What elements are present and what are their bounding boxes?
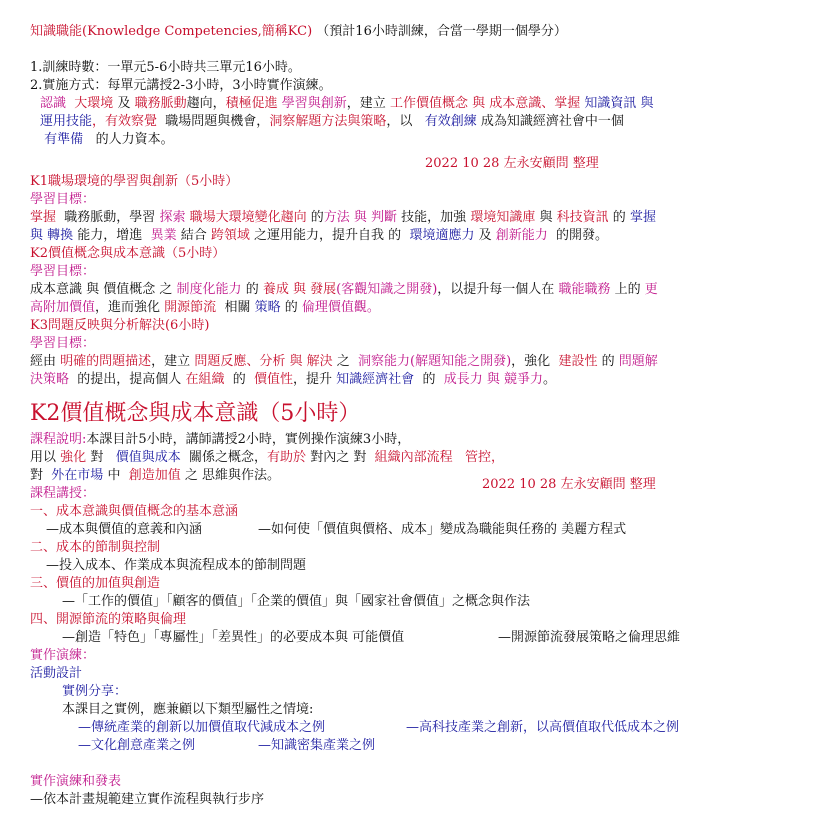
k1-goal-label: 學習目標： (30, 192, 96, 207)
intro-line-3: 有準備 的人力資本。 (44, 132, 174, 147)
section-1-heading: 一、成本意識與價值概念的基本意涵 (30, 504, 239, 519)
case-description: 本課目之實例，應兼顧以下類型屬性之情境: (62, 702, 314, 717)
doc-title: 知識職能(Knowledge Competencies,簡稱KC) (30, 24, 313, 39)
case-share-label: 實例分享： (62, 684, 128, 699)
section-3-heading: 三、價值的加值與創造 (30, 576, 161, 591)
k3-goal-line-1: 經由 明確的問題描述，建立 問題反應、分析 與 解決 之 洞察能力(解題知能之開發)，強化 建設性 的 問題解 (30, 354, 658, 369)
course-desc-line-2: 用以 強化 對 價值與成本 關係之概念，有助於 對內之 對 組織內部流程 管控， (30, 450, 505, 465)
k2-big-title: K2價值概念與成本意識（5小時） (30, 401, 361, 426)
section-3-item-a: —「工作的價值」「顧客的價值」「企業的價值」與「國家社會價值」之概念與作法 (62, 594, 531, 609)
lecture-label: 課程講授： (30, 486, 96, 501)
k1-goal-line-2: 與 轉換 能力，增進 異業 結合 跨領域 之運用能力，提升自我 的 環境適應力 及 創新能力 的開發。 (30, 228, 609, 243)
compiled-date-2: 2022 10 28 左永安顧問 整理 (482, 477, 656, 492)
k3-heading: K3問題反映與分析解決(6小時) (30, 318, 210, 333)
k3-goal-label: 學習目標： (30, 336, 96, 351)
k1-heading: K1職場環境的學習與創新（5小時） (30, 174, 239, 189)
section-4-item-b: —開源節流發展策略之倫理思維 (498, 630, 681, 645)
course-desc-line-1: 課程說明:本課目計5小時，講師講授2小時，實例操作演練3小時， (30, 432, 411, 447)
k2-goal-line-2: 高附加價值，進而強化 開源節流 相關 策略 的 倫理價值觀。 (30, 300, 380, 315)
case-item-cultural: —文化創意產業之例 (78, 738, 196, 753)
intro-line-1: 認識 大環境 及 職務脈動趨向，積極促進 學習與創新，建立 工作價值概念 與 成本意識、掌握 知識資訊 與 (40, 96, 654, 111)
case-item-traditional: —傳統產業的創新以加價值取代減成本之例 (78, 720, 326, 735)
doc-title-note: （預計16小時訓練，合當一學期一個學分） (316, 24, 567, 39)
k3-goal-line-2: 決策略 的提出，提高個人 在組織 的 價值性，提升 知識經濟社會 的 成長力 與 競爭力。 (30, 372, 557, 387)
training-hours: 1.訓練時數：一單元5-6小時共三單元16小時。 (30, 60, 301, 75)
final-practice-heading: 實作演練和發表 (30, 774, 122, 789)
implementation-method: 2.實施方式：每單元講授2-3小時，3小時實作演練。 (30, 78, 332, 93)
case-item-knowledge: —知識密集產業之例 (258, 738, 376, 753)
final-practice-item: —依本計畫規範建立實作流程與執行步序 (30, 792, 265, 807)
section-1-item-b: —如何使「價值與價格、成本」變成為職能與任務的 美麗方程式 (258, 522, 627, 537)
k2-goal-line-1: 成本意識 與 價值概念 之 制度化能力 的 養成 與 發展(客觀知識之開發)，以提升每一個人在 職能職務 上的 更 (30, 282, 658, 297)
compiled-date-1: 2022 10 28 左永安顧問 整理 (425, 156, 599, 171)
section-1-item-a: —成本與價值的意義和內涵 (46, 522, 203, 537)
case-item-hightech: —高科技產業之創新，以高價值取代低成本之例 (406, 720, 680, 735)
doc-title-line (30, 23, 567, 41)
section-4-item-a: —創造「特色」「專屬性」「差異性」的必要成本與 可能價值 (62, 630, 405, 645)
k1-goal-line-1: 掌握 職務脈動，學習 探索 職場大環境變化趨向 的方法 與 判斷 技能，加強 環境知識庫 與 科技資訊 的 掌握 (30, 210, 656, 225)
section-4-heading: 四、開源節流的策略與倫理 (30, 612, 187, 627)
intro-line-2: 運用技能，有效察覺 職場問題與機會，洞察解題方法與策略，以 有效創練 成為知識經濟社會中一個 (40, 114, 624, 129)
k2-goal-label: 學習目標： (30, 264, 96, 279)
section-2-item-a: —投入成本、作業成本與流程成本的節制問題 (46, 558, 307, 573)
section-2-heading: 二、成本的節制與控制 (30, 540, 161, 555)
course-desc-line-3: 對 外在市場 中 創造加值 之 思維與作法。 (30, 468, 281, 483)
activity-label: 活動設計 (30, 666, 83, 681)
k2-heading: K2價值概念與成本意識（5小時） (30, 246, 226, 261)
practice-label: 實作演練： (30, 648, 96, 663)
